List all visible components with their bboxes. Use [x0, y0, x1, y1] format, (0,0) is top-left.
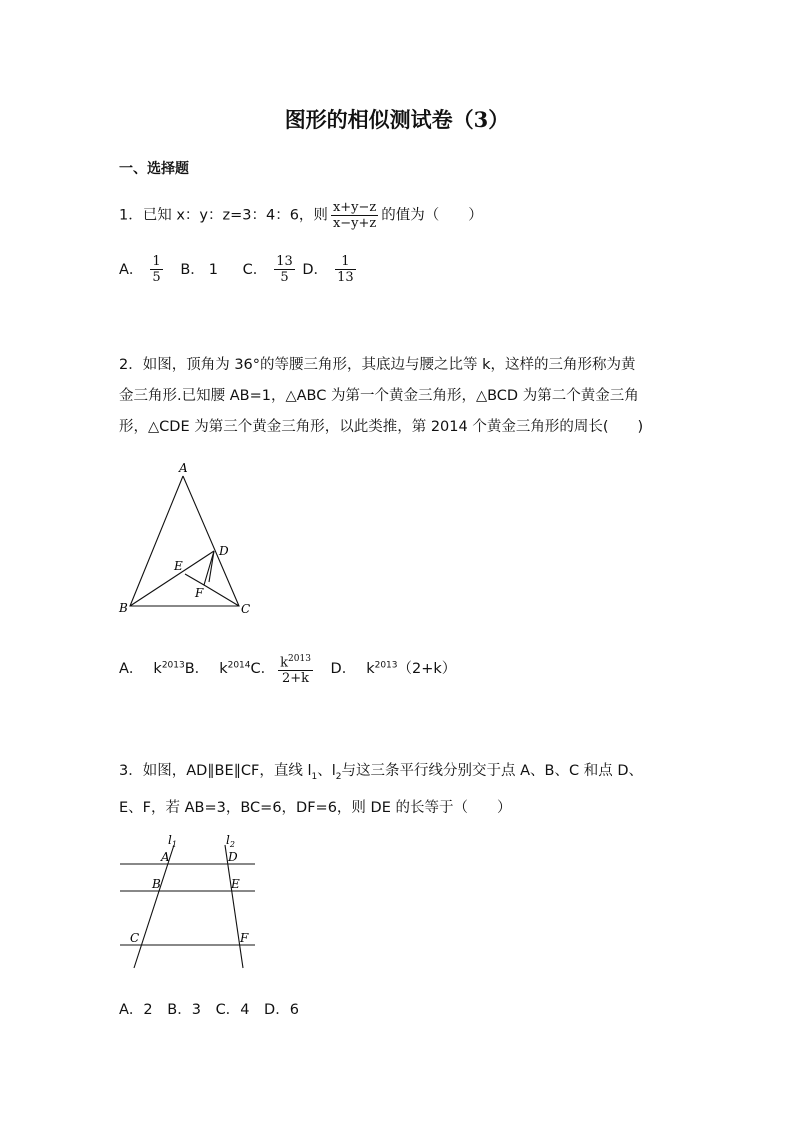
- label-C: C: [130, 931, 140, 945]
- label-D: D: [219, 544, 229, 558]
- q3-line-2: E、F，若 AB=3，BC=6，DF=6，则 DE 的长等于（ ）: [119, 799, 512, 816]
- q1-fraction: [331, 200, 378, 231]
- label-F: F: [195, 586, 204, 600]
- option-label: D．: [264, 1002, 290, 1018]
- frac-denominator: 13: [337, 270, 354, 285]
- q1-frac-denominator: x−y+z: [332, 216, 377, 231]
- q2-option-d-tail: （2+k）: [397, 661, 457, 678]
- option-fraction: [274, 254, 295, 285]
- q2-option-a-label: A．: [119, 661, 144, 678]
- q1-option-a: [119, 254, 166, 285]
- option-label: B．: [180, 261, 205, 278]
- option-label: A．: [119, 1002, 144, 1018]
- q1-option-b: [180, 262, 218, 278]
- q2-option-a-base: k: [153, 661, 162, 678]
- label-A: A: [161, 850, 170, 864]
- frac-denominator: 2+k: [282, 671, 310, 687]
- option-value: 2: [143, 1002, 153, 1018]
- option-label: A．: [119, 261, 144, 278]
- label-C: C: [241, 602, 251, 616]
- option-fraction: [150, 254, 162, 285]
- q1-suffix: 的值为（ ）: [381, 207, 483, 224]
- label-D: D: [228, 850, 238, 864]
- label-E: E: [231, 877, 240, 891]
- label-E: E: [174, 559, 183, 573]
- q2-option-a-exp: 2013: [161, 660, 185, 671]
- q1-option-d: [302, 254, 358, 285]
- q3-sub-1: 1: [311, 771, 318, 782]
- q3-line-1-pre: 3．如图，AD∥BE∥CF，直线 l: [119, 763, 312, 779]
- option-value: 6: [289, 1002, 299, 1018]
- frac-numerator: 1: [152, 254, 161, 269]
- q2-option-b-base: k: [219, 661, 228, 678]
- option-label: C．: [242, 261, 268, 278]
- question-2: [119, 350, 689, 443]
- frac-numerator: 1: [335, 254, 356, 270]
- option-label: C．: [215, 1002, 241, 1018]
- frac-denominator: 5: [280, 270, 289, 285]
- section-heading: 一、选择题: [119, 161, 189, 177]
- frac-numerator-base: k: [280, 655, 289, 671]
- label-B: B: [119, 601, 128, 615]
- q2-option-d-exp: 2013: [374, 660, 398, 671]
- q3-option-c: [216, 1002, 250, 1018]
- q2-line-1: 2．如图，顶角为 36°的等腰三角形，其底边与腰之比等 k，这样的三角形称为黄: [119, 357, 636, 373]
- q2-option-c-label: C．: [250, 661, 276, 678]
- q3-line-1: [119, 756, 689, 793]
- option-label: D．: [302, 261, 329, 278]
- frac-numerator: 13: [276, 254, 293, 269]
- q3-sub-2: 2: [335, 771, 342, 782]
- q2-option-d-label: D．: [330, 661, 357, 678]
- q2-option-b-exp: 2014: [227, 660, 251, 671]
- q1-options: [119, 254, 359, 285]
- q2-option-b-label: B．: [184, 661, 210, 678]
- q3-parallel-lines-figure: [115, 830, 265, 975]
- q2-line-3: 形，△CDE 为第三个黄金三角形，以此类推，第 2014 个黄金三角形的周长( ): [119, 419, 644, 435]
- q2-option-d-base: k: [366, 661, 375, 678]
- label-l2: $l_2$: [226, 833, 235, 849]
- q3-line-1-mid: 、l: [317, 763, 336, 779]
- option-value: 4: [240, 1002, 250, 1018]
- label-l1: $l_1$: [168, 833, 177, 849]
- q3-line-1-post: 与这三条平行线分别交于点 A、B、C 和点 D、: [341, 763, 644, 779]
- option-fraction: [335, 254, 356, 285]
- q1-option-c: [242, 254, 298, 285]
- q3-option-b: [167, 1002, 201, 1018]
- q1-frac-numerator: x+y−z: [332, 200, 377, 215]
- segment-fc: [204, 585, 239, 606]
- option-value: 1: [208, 261, 218, 278]
- question-3: [119, 756, 689, 824]
- question-1: [119, 200, 483, 231]
- triangle-abc: [130, 476, 239, 606]
- q2-line-2: 金三角形.已知腰 AB=1，△ABC 为第一个黄金三角形，△BCD 为第二个黄金三角: [119, 388, 639, 404]
- frac-denominator: 5: [152, 270, 161, 285]
- q1-prefix: 1．已知 x：y：z=3：4：6，则: [119, 207, 328, 224]
- q2-golden-triangle-figure: [112, 458, 262, 618]
- frac-numerator-exp: 2013: [288, 654, 311, 664]
- label-B: B: [152, 877, 161, 891]
- label-A: A: [179, 461, 188, 475]
- option-label: B．: [167, 1002, 192, 1018]
- q3-option-d: [264, 1002, 299, 1018]
- q2-option-c-fraction: [278, 652, 313, 686]
- q3-options: [119, 998, 299, 1019]
- option-value: 3: [191, 1002, 201, 1018]
- q2-options: [119, 652, 456, 686]
- label-F: F: [240, 931, 249, 945]
- page-title: 图形的相似测试卷（3）: [284, 107, 510, 132]
- q3-option-a: [119, 1002, 153, 1018]
